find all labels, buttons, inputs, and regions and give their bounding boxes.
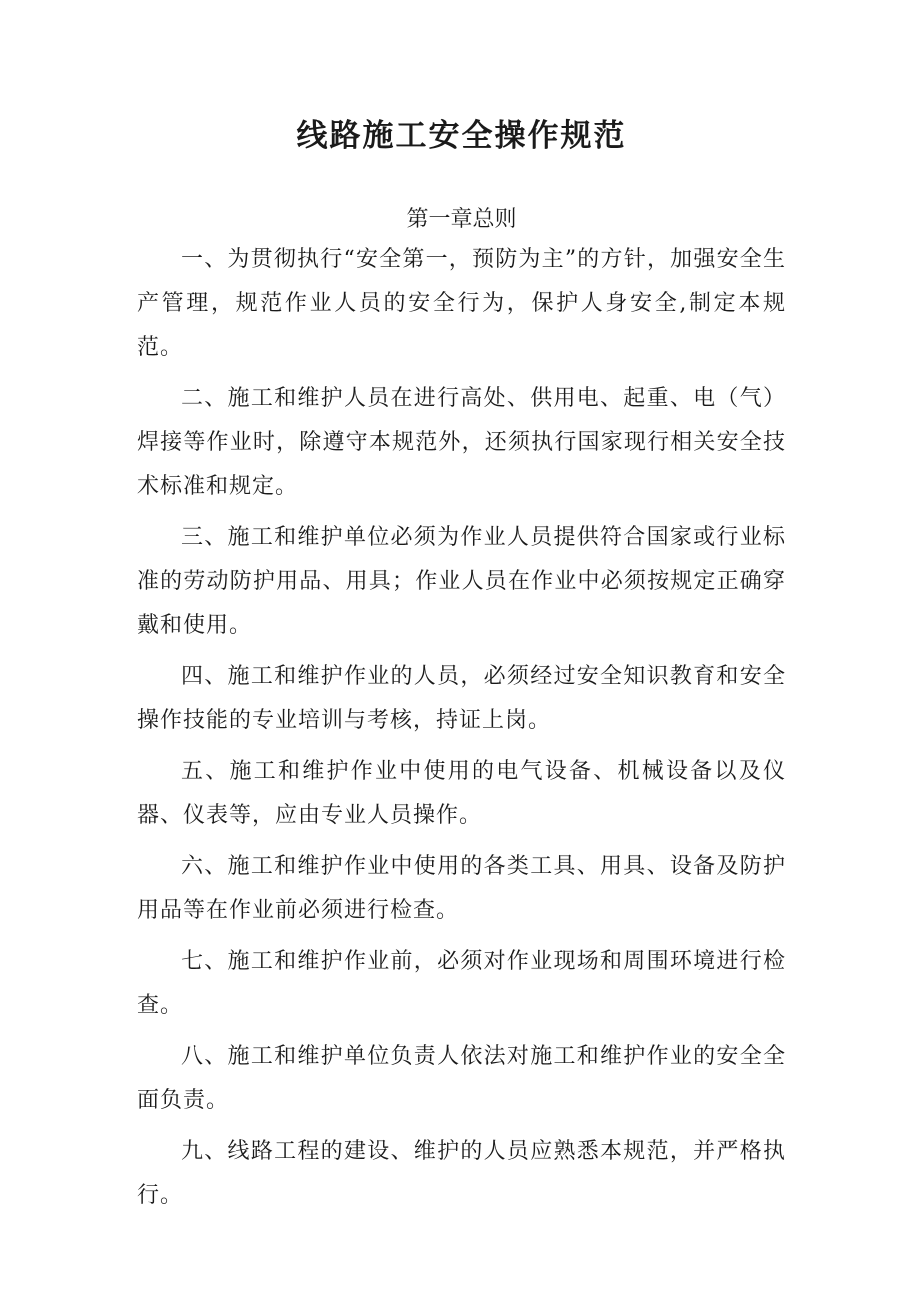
clause-9: 九、线路工程的建设、维护的人员应熟悉本规范，并严格执行。	[137, 1139, 786, 1208]
chapter-heading: 第一章总则	[406, 207, 517, 232]
clause-1: 一、为贯彻执行“安全第一，预防为主”的方针，加强安全生产管理，规范作业人员的安全行为，保护人身安全,制定本规范。	[137, 247, 786, 360]
clause-3: 三、施工和维护单位必须为作业人员提供符合国家或行业标准的劳动防护用品、用具；作业人员在作业中必须按规定正确穿戴和使用。	[137, 525, 786, 638]
clause-6: 六、施工和维护作业中使用的各类工具、用具、设备及防护用品等在作业前必须进行检查。	[137, 854, 786, 923]
clause-5: 五、施工和维护作业中使用的电气设备、机械设备以及仪器、仪表等，应由专业人员操作。	[137, 759, 786, 828]
clause-8: 八、施工和维护单位负责人依法对施工和维护作业的安全全面负责。	[137, 1044, 786, 1113]
document-title: 线路施工安全操作规范	[296, 118, 627, 154]
clause-7: 七、施工和维护作业前，必须对作业现场和周围环境进行检查。	[137, 949, 786, 1018]
clause-4: 四、施工和维护作业的人员，必须经过安全知识教育和安全操作技能的专业培训与考核，持证上岗。	[137, 664, 786, 733]
clause-2: 二、施工和维护人员在进行高处、供用电、起重、电（气）焊接等作业时，除遵守本规范外，还须执行国家现行相关安全技术标准和规定。	[137, 386, 786, 499]
clause-list	[137, 238, 786, 1218]
